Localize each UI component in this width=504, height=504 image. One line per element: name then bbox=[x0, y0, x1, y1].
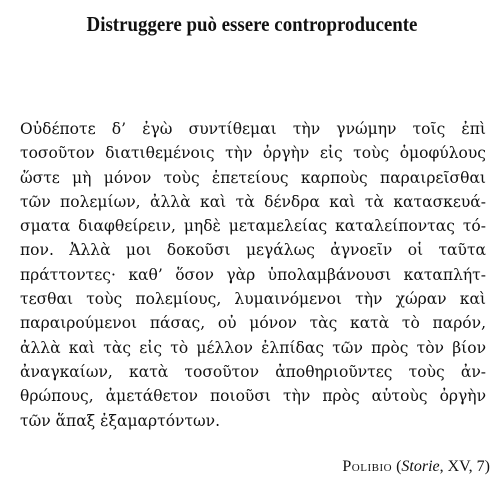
passage-line: ἀναγκαίων, κατὰ τοσοῦτον ἀποθηριοῦντες τοὺς ἀν- bbox=[20, 362, 486, 381]
attribution-reference: , XV, 7) bbox=[439, 458, 490, 475]
passage-line: σματα διαφθείρειν, μηδὲ μεταμελείας καταλείποντας τό- bbox=[20, 217, 486, 236]
passage-line: τῶν πολεμίων, ἀλλὰ καὶ τὰ δένδρα καὶ τὰ κατασκευά- bbox=[20, 192, 486, 211]
passage-line: τεσθαι τοὺς πολεμίους, λυμαινόμενοι τὴν χώραν καὶ bbox=[20, 290, 486, 309]
passage-line: τῶν ἅπαξ ἐξαμαρτόντων. bbox=[20, 411, 221, 430]
passage-line: πράττοντες· καθ’ ὅσον γὰρ ὑπολαμβάνουσι καταπλήτ- bbox=[20, 265, 486, 284]
passage-line: ὥστε μὴ μόνον τοὺς ἐπετείους καρποὺς παραιρεῖσθαι bbox=[20, 168, 486, 187]
passage-line: ἀλλὰ καὶ τὰς εἰς τὸ μέλλον ἐλπίδας τῶν πρὸς τὸν βίον bbox=[20, 338, 486, 357]
passage-line: Οὐδέποτε δ’ ἐγὼ συντίθεμαι τὴν γνώμην τοῖς ἐπὶ bbox=[20, 120, 486, 138]
source-attribution bbox=[342, 458, 490, 476]
attribution-author: Polibio bbox=[342, 458, 393, 475]
greek-passage bbox=[20, 117, 486, 433]
passage-line: τοσοῦτον διατιθεμένοις τὴν ὀργὴν εἰς τοὺς ὁμοφύλους bbox=[20, 144, 486, 163]
passage-line: παραιρούμενοι πάσας, οὐ μόνον τὰς κατὰ τὸ παρόν, bbox=[20, 314, 486, 333]
attribution-work-title: Storie bbox=[401, 458, 440, 475]
document-title: Distruggere può essere controproducente bbox=[86, 12, 418, 36]
attribution-open-paren: ( bbox=[392, 458, 402, 475]
passage-line: θρώπους, ἀμετάθετον ποιοῦσι τὴν πρὸς αὑτοὺς ὀργὴν bbox=[20, 387, 486, 406]
passage-line: πον. Ἀλλὰ μοι δοκοῦσι μεγάλως ἀγνοεῖν οἱ ταῦτα bbox=[20, 241, 486, 260]
